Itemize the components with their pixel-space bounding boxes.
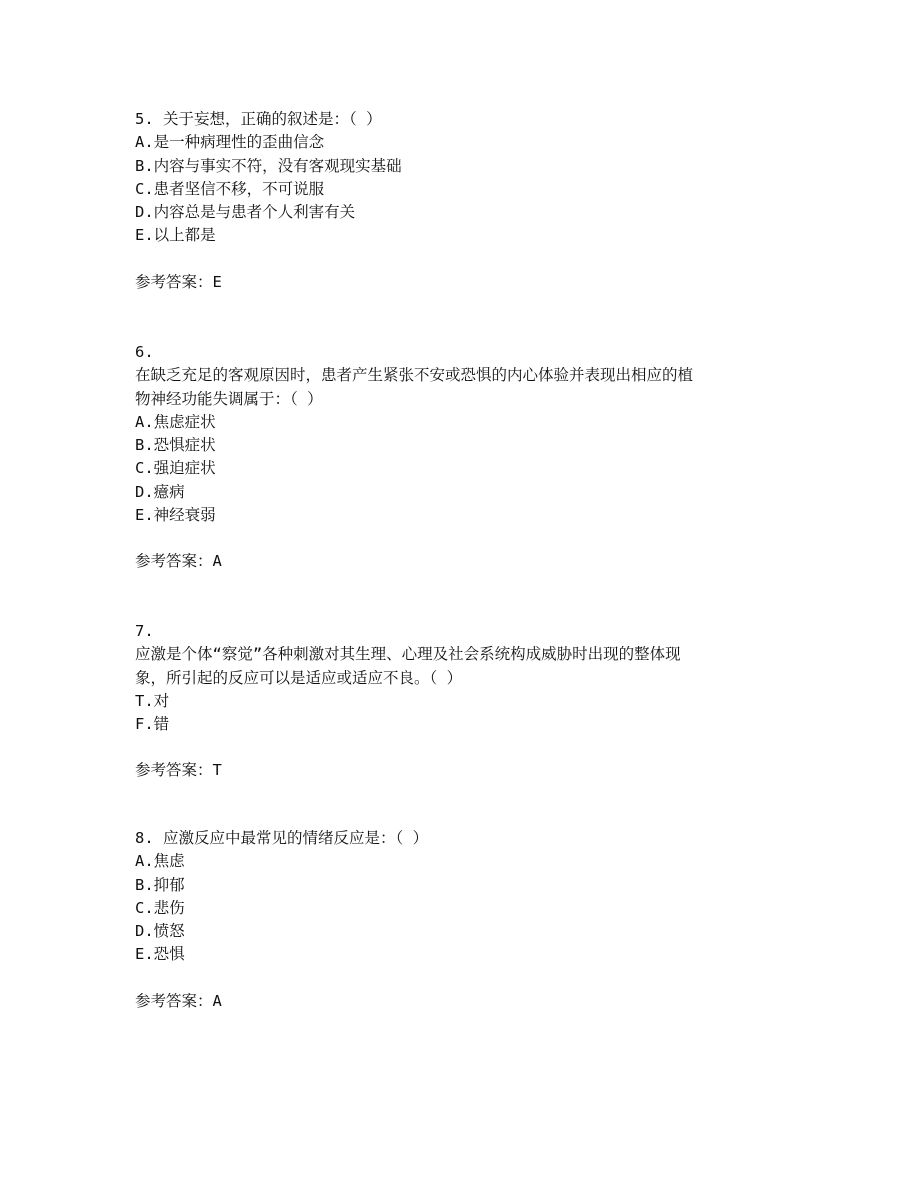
question-stem-line-1: 在缺乏充足的客观原因时，患者产生紧张不安或恐惧的内心体验并表现出相应的植: [135, 366, 694, 385]
option-d: D.癔病: [135, 482, 185, 501]
answer-row: [135, 990, 428, 1013]
answer-row: [135, 271, 402, 294]
question-header: 5. 关于妄想，正确的叙述是：（ ）: [135, 110, 382, 128]
question-5: [135, 108, 402, 294]
option-false: F.错: [135, 715, 170, 734]
option-a: A.是一种病理性的歪曲信念: [135, 133, 325, 152]
question-8: [135, 827, 428, 1013]
answer-value: A: [212, 552, 222, 571]
question-header: 7.: [135, 622, 154, 640]
answer-row: [135, 759, 681, 782]
question-stem-line-2: 物神经功能失调属于：（ ）: [135, 389, 323, 408]
question-stem-line-2: 象，所引起的反应可以是适应或适应不良。（ ）: [135, 668, 463, 687]
answer-label: 参考答案：: [135, 991, 213, 1010]
option-c: C.患者坚信不移，不可说服: [135, 179, 325, 198]
option-b: B.抑郁: [135, 875, 185, 894]
question-7: [135, 620, 681, 782]
option-e: E.神经衰弱: [135, 506, 216, 525]
question-6: [135, 341, 693, 573]
answer-value: E: [212, 272, 222, 291]
option-e: E.恐惧: [135, 945, 185, 964]
question-stem-line-1: 应激是个体“察觉”各种刺激对其生理、心理及社会系统构成威胁时出现的整体现: [135, 645, 681, 664]
option-e: E.以上都是: [135, 226, 216, 245]
answer-value: T: [212, 761, 222, 780]
option-b: B.恐惧症状: [135, 436, 216, 455]
option-b: B.内容与事实不符，没有客观现实基础: [135, 156, 402, 175]
answer-label: 参考答案：: [135, 761, 213, 780]
option-true: T.对: [135, 691, 170, 710]
answer-label: 参考答案：: [135, 552, 213, 571]
option-a: A.焦虑症状: [135, 412, 216, 431]
question-header: 6.: [135, 343, 154, 361]
option-d: D.内容总是与患者个人利害有关: [135, 203, 356, 222]
option-c: C.强迫症状: [135, 459, 216, 478]
answer-value: A: [212, 991, 222, 1010]
answer-row: [135, 550, 693, 573]
answer-label: 参考答案：: [135, 272, 213, 291]
option-c: C.悲伤: [135, 898, 185, 917]
question-header: 8. 应激反应中最常见的情绪反应是：（ ）: [135, 829, 429, 847]
option-a: A.焦虑: [135, 852, 185, 871]
option-d: D.愤怒: [135, 922, 185, 941]
